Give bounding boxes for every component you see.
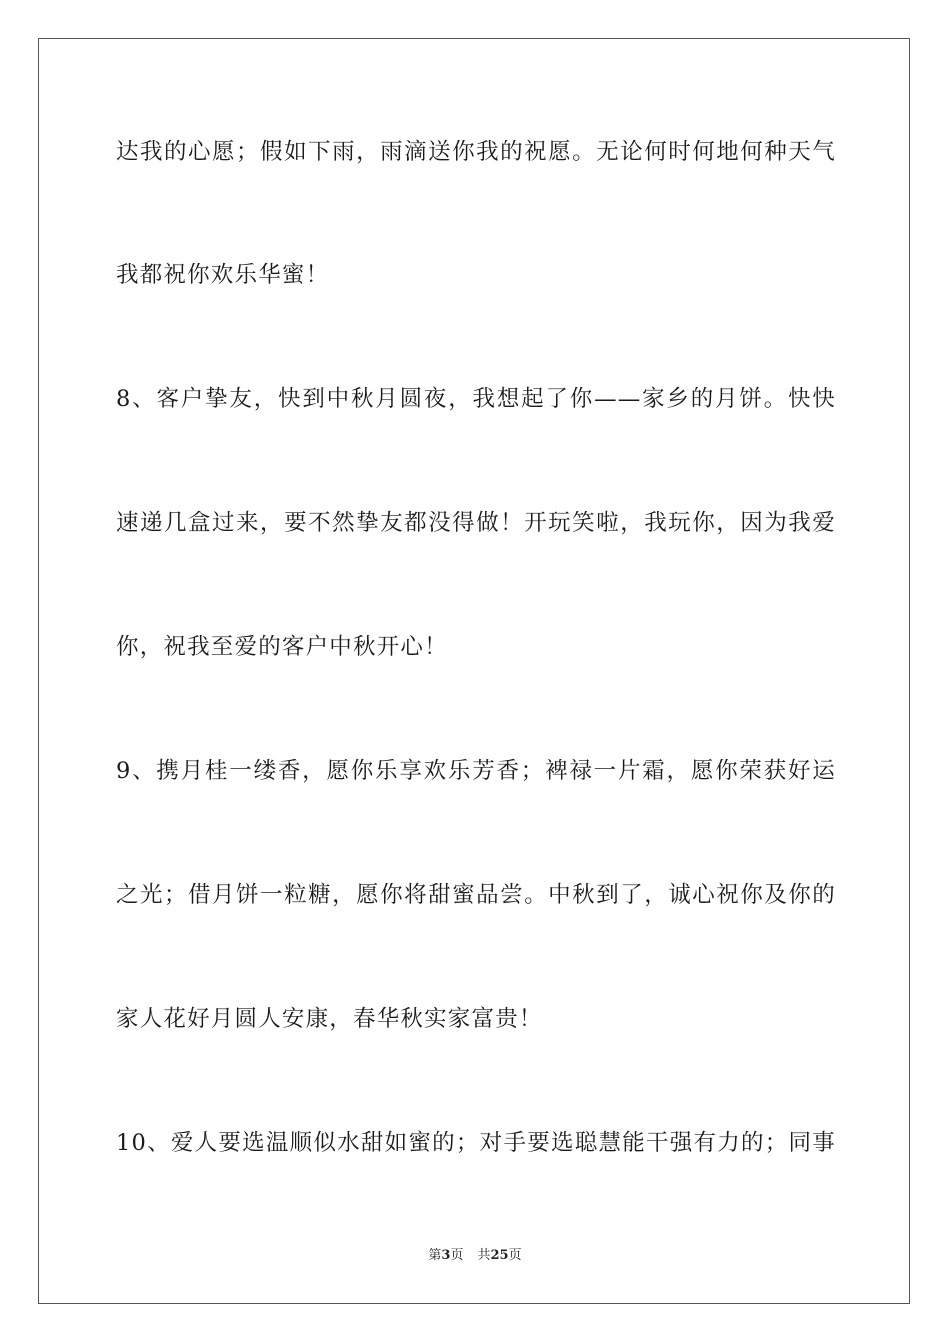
page-number-suffix: 页	[450, 1248, 464, 1263]
total-pages-suffix: 页	[508, 1248, 522, 1263]
text-line: 9、携月桂一缕香，愿你乐享欢乐芳香；裨禄一片霜，愿你荣获好运	[116, 758, 836, 784]
text-line: 8、客户挚友，快到中秋月圆夜，我想起了你——家乡的月饼。快快	[116, 386, 836, 412]
text-line: 你，祝我至爱的客户中秋开心！	[116, 634, 448, 660]
text-line: 达我的心愿；假如下雨，雨滴送你我的祝愿。无论何时何地何种天气	[116, 139, 836, 165]
page-number-current: 3	[441, 1248, 451, 1263]
page-footer	[0, 1247, 950, 1265]
text-line: 家人花好月圆人安康，春华秋实家富贵！	[116, 1006, 543, 1032]
total-pages-prefix: 共	[477, 1248, 491, 1263]
text-line: 我都祝你欢乐华蜜！	[116, 262, 330, 288]
page-border	[38, 38, 910, 1304]
page-number-prefix: 第	[428, 1248, 442, 1263]
text-line: 速递几盒过来，要不然挚友都没得做！开玩笑啦，我玩你，因为我爱	[116, 510, 836, 536]
total-pages-count: 25	[490, 1248, 509, 1263]
text-line: 之光；借月饼一粒糖，愿你将甜蜜品尝。中秋到了，诚心祝你及你的	[116, 882, 836, 908]
text-line: 10、爱人要选温顺似水甜如蜜的；对手要选聪慧能干强有力的；同事	[116, 1130, 836, 1156]
